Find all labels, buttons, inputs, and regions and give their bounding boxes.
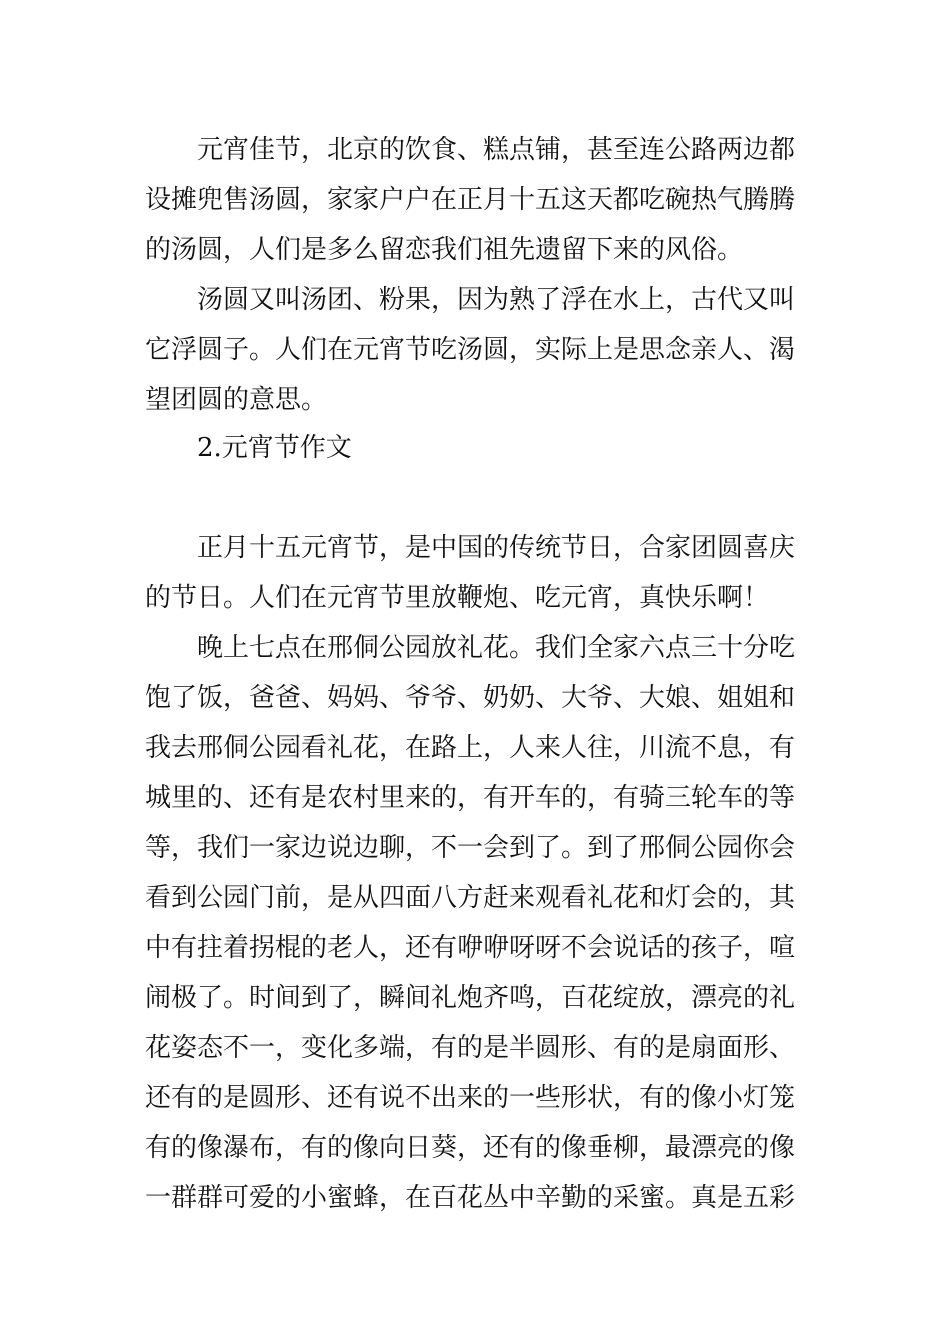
paragraph-line: 城里的、还有是农村里来的，有开车的，有骑三轮车的等 [145, 783, 796, 813]
paragraph-line: 晚上七点在邢侗公园放礼花。我们全家六点三十分吃 [197, 633, 796, 663]
paragraph-line: 等，我们一家边说边聊，不一会到了。到了邢侗公园你会 [145, 833, 796, 863]
paragraph-line: 正月十五元宵节，是中国的传统节日，合家团圆喜庆 [197, 533, 796, 563]
paragraph-line: 设摊兜售汤圆，家家户户在正月十五这天都吃碗热气腾腾 [145, 185, 796, 215]
paragraph-line: 望团圆的意思。 [145, 385, 328, 415]
paragraph-line: 一群群可爱的小蜜蜂，在百花丛中辛勤的采蜜。真是五彩 [145, 1183, 796, 1213]
paragraph-line: 有的像瀑布，有的像向日葵，还有的像垂柳，最漂亮的像 [145, 1133, 796, 1163]
paragraph-line: 饱了饭，爸爸、妈妈、爷爷、奶奶、大爷、大娘、姐姐和 [145, 683, 796, 713]
paragraph-line: 中有拄着拐棍的老人，还有咿咿呀呀不会说话的孩子，喧 [145, 933, 796, 963]
paragraph-line: 看到公园门前，是从四面八方赶来观看礼花和灯会的，其 [145, 883, 796, 913]
paragraph-line: 的节日。人们在元宵节里放鞭炮、吃元宵，真快乐啊！ [145, 583, 770, 613]
paragraph-line: 花姿态不一，变化多端，有的是半圆形、有的是扇面形、 [145, 1033, 796, 1063]
paragraph-line: 它浮圆子。人们在元宵节吃汤圆，实际上是思念亲人、渴 [145, 335, 796, 365]
paragraph-line: 的汤圆，人们是多么留恋我们祖先遗留下来的风俗。 [145, 235, 744, 265]
paragraph-line: 闹极了。时间到了，瞬间礼炮齐鸣，百花绽放，漂亮的礼 [145, 983, 796, 1013]
paragraph-line: 元宵佳节，北京的饮食、糕点铺，甚至连公路两边都 [197, 135, 796, 165]
section-heading: 2.元宵节作文 [197, 433, 352, 463]
paragraph-line: 我去邢侗公园看礼花，在路上，人来人往，川流不息，有 [145, 733, 796, 763]
paragraph-line: 还有的是圆形、还有说不出来的一些形状，有的像小灯笼 [145, 1083, 796, 1113]
paragraph-line: 汤圆又叫汤团、粉果，因为熟了浮在水上，古代又叫 [197, 285, 796, 315]
